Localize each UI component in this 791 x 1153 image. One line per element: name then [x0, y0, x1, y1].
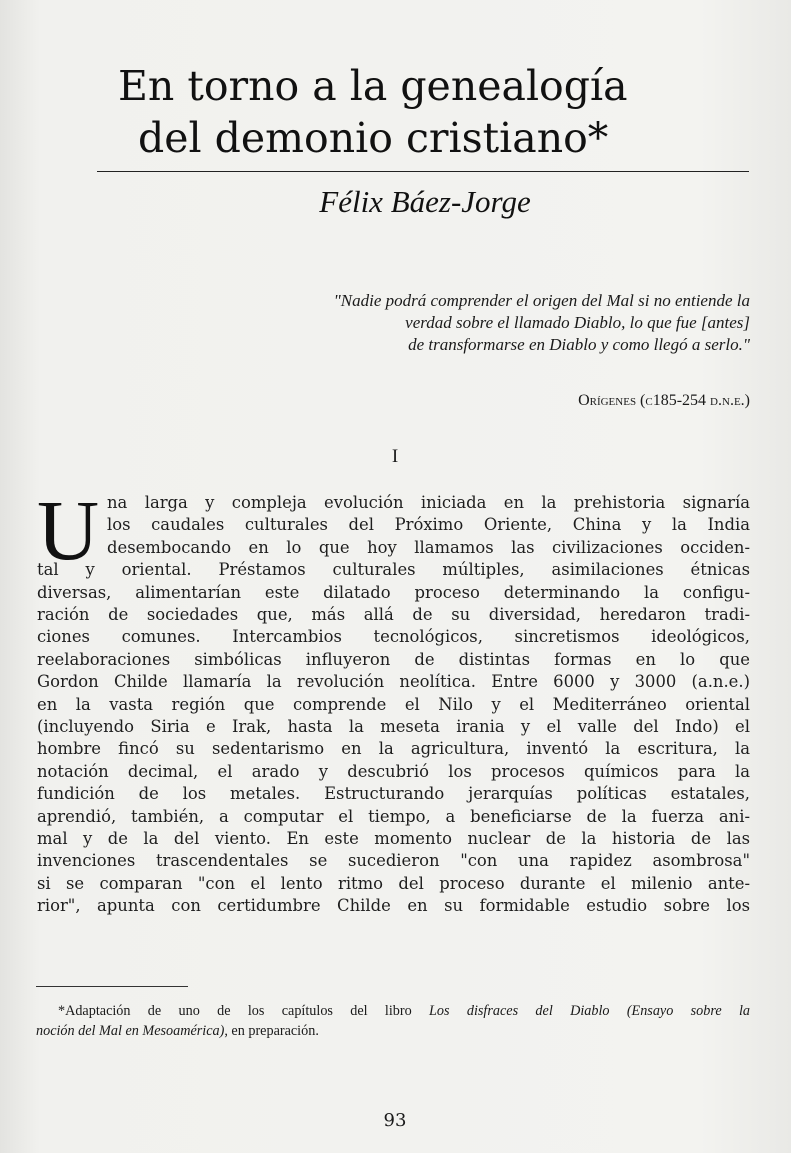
footnote-line-1 — [36, 1001, 750, 1021]
body-line: tal y oriental. Préstamos culturales múltiples, asimilaciones étnicas — [37, 560, 750, 580]
footnote-book-title-b: noción del Mal en Mesoamérica) — [36, 1023, 225, 1039]
body-line: aprendió, también, a computar el tiempo, a beneficiarse de la fuerza ani- — [37, 806, 750, 826]
footnote-text-b: , en preparación. — [224, 1023, 319, 1039]
body-line: invenciones trascendentales se sucedieron "con una rapidez asombrosa" — [37, 851, 750, 871]
footnote-rule — [36, 986, 188, 987]
epigraph-line-3: de transformarse en Diablo y como llegó a serlo." — [408, 335, 750, 354]
article-title — [118, 60, 738, 164]
body-line: los caudales culturales del Próximo Oriente, China y la India — [107, 515, 750, 535]
footnote-book-title-a: Los disfraces del Diablo (Ensayo sobre la — [429, 1003, 750, 1019]
title-rule — [97, 171, 749, 172]
body-line: (incluyendo Siria e Irak, hasta la meseta irania y el valle del Indo) el — [37, 717, 750, 736]
epigraph — [220, 290, 750, 356]
body-line: Gordon Childe llamaría la revolución neolítica. Entre 6000 y 3000 (a.n.e.) — [37, 672, 750, 692]
body-line: diversas, alimentarían este dilatado proceso determinando la configu- — [37, 582, 750, 602]
section-number: I — [391, 446, 399, 467]
footnote — [36, 1001, 750, 1041]
body-line: desembocando en lo que hoy llamamos las civilizaciones occiden- — [107, 537, 750, 557]
body-line: ciones comunes. Intercambios tecnológicos, sincretismos ideológicos, — [37, 627, 750, 647]
body-line: rior", apunta con certidumbre Childe en su formidable estudio sobre los — [37, 896, 750, 916]
epigraph-attribution: Orígenes (c185-254 d.n.e.) — [578, 392, 750, 409]
author-name: Félix Báez-Jorge — [319, 184, 531, 219]
body-line: mal y de la del viento. En este momento nuclear de la historia de las — [37, 829, 750, 848]
body-line: reelaboraciones simbólicas influyeron de distintas formas en lo que — [37, 649, 750, 669]
title-line-2: del demonio cristiano* — [138, 114, 609, 162]
epigraph-line-1: "Nadie podrá comprender el origen del Mal si no entiende la — [333, 291, 750, 310]
body-line: fundición de los metales. Estructurando jerarquías políticas estatales, — [37, 784, 750, 804]
body-line: si se comparan "con el lento ritmo del proceso durante el milenio ante- — [37, 873, 750, 893]
body-line: en la vasta región que comprende el Nilo y el Mediterráneo oriental — [37, 694, 750, 714]
body-line: na larga y compleja evolución iniciada en la prehistoria signaría — [107, 493, 750, 512]
title-line-1: En torno a la genealogía — [118, 62, 628, 110]
body-line: hombre fincó su sedentarismo en la agricultura, inventó la escritura, la — [37, 739, 750, 759]
footnote-marker: * — [58, 1003, 66, 1019]
body-line: ración de sociedades que, más allá de su diversidad, heredaron tradi- — [37, 605, 750, 624]
footnote-line-2 — [36, 1021, 750, 1041]
drop-cap: U — [37, 482, 100, 578]
page-number: 93 — [383, 1110, 407, 1131]
footnote-text-a: Adaptación de uno de los capítulos del libro — [65, 1003, 430, 1019]
epigraph-line-2: verdad sobre el llamado Diablo, lo que fue [antes] — [405, 313, 750, 332]
body-line: notación decimal, el arado y descubrió los procesos químicos para la — [37, 761, 750, 781]
